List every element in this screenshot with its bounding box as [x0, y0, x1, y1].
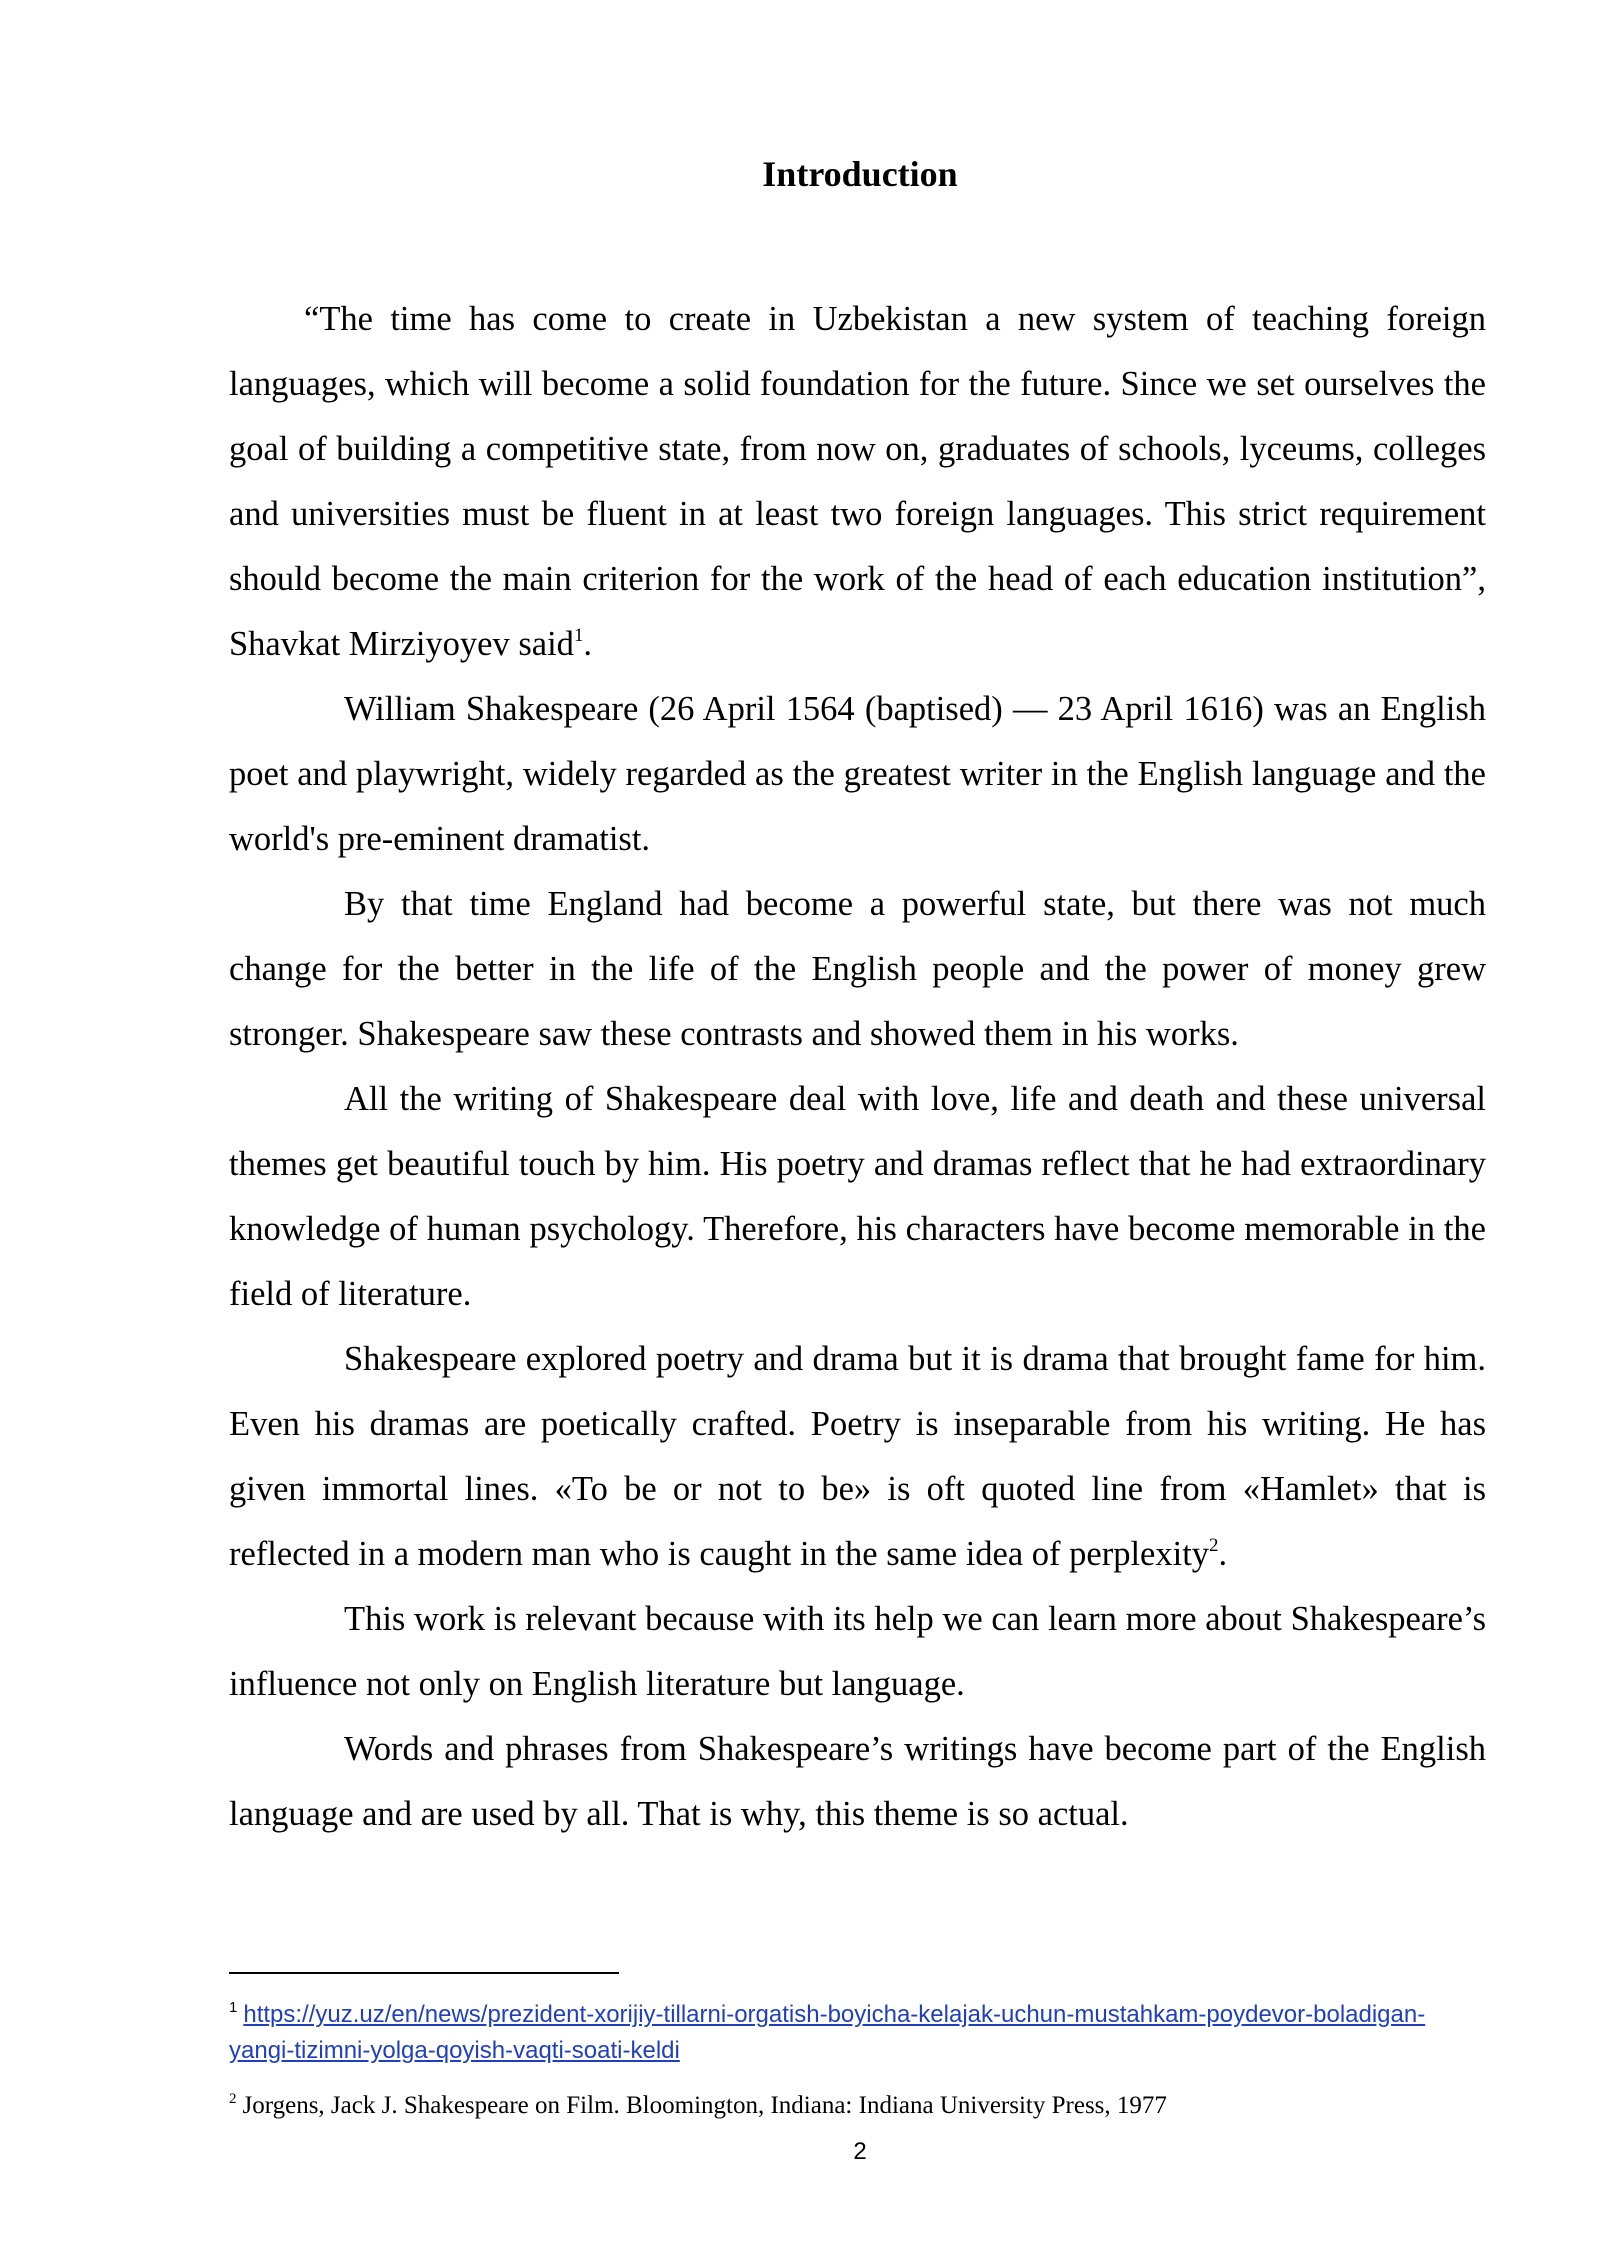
- footnote-ref-1[interactable]: 1: [573, 624, 584, 646]
- paragraph-7: [229, 1717, 1486, 1847]
- body-text: [229, 287, 1486, 1847]
- footnote-text: Jorgens, Jack J. Shakespeare on Film. Bloomington, Indiana: Indiana University Press, 1977: [242, 2092, 1167, 2119]
- paragraph-text: This work is relevant because with its help we can learn more about Shakespeare’s influence not only on English literature but language.: [229, 1600, 1486, 1703]
- footnote-link[interactable]: https://yuz.uz/en/news/prezident-xorijiy-tillarni-orgatish-boyicha-kelajak-uchun-mustahkam-poydevor-boladigan-yangi-tizimni-yolga-qoyish-vaqti-soati-keldi: [229, 2001, 1426, 2064]
- footnote-2: [229, 2082, 1489, 2123]
- page-number: 2: [853, 2138, 867, 2165]
- paragraph-text: Shakespeare explored poetry and drama but it is drama that brought fame for him. Even his dramas are poetically crafted. Poetry is inseparable from his writing. He has given immortal lines. «To be or not to be» is oft quoted line from «Hamlet» that is reflected in a modern man who is caught in the same idea of perplexity: [229, 1340, 1486, 1573]
- paragraph-2: [229, 677, 1486, 872]
- paragraph-5: [229, 1327, 1486, 1587]
- footnote-mark: 2: [229, 2091, 237, 2107]
- paragraph-4: [229, 1067, 1486, 1327]
- paragraph-tail: .: [1218, 1535, 1228, 1573]
- paragraph-tail: .: [583, 625, 593, 663]
- page-title: Introduction: [762, 154, 958, 194]
- paragraph-1: [229, 287, 1486, 677]
- footnote-mark: 1: [229, 1999, 238, 2016]
- paragraph-text: All the writing of Shakespeare deal with love, life and death and these universal themes get beautiful touch by him. His poetry and dramas reflect that he had extraordinary knowledge of human psychology. Therefore, his characters have become memorable in the field of literature.: [229, 1080, 1486, 1313]
- paragraph-text: “The time has come to create in Uzbekistan a new system of teaching foreign languages, which will become a solid foundation for the future. Since we set ourselves the goal of building a competitive state, from now on, graduates of schools, lyceums, colleges and universities must be fluent in at least two foreign languages. This strict requirement should become the main criterion for the work of the head of each education institution”, Shavkat Mirziyoyev said: [229, 300, 1486, 663]
- paragraph-6: [229, 1587, 1486, 1717]
- footnote-separator: [229, 1972, 619, 1974]
- paragraph-3: [229, 872, 1486, 1067]
- paragraph-text: By that time England had become a powerful state, but there was not much change for the better in the life of the English people and the power of money grew stronger. Shakespeare saw these contrasts and showed them in his works.: [229, 885, 1486, 1053]
- footnote-ref-2[interactable]: 2: [1209, 1534, 1219, 1556]
- paragraph-text: Words and phrases from Shakespeare’s writings have become part of the English language and are used by all. That is why, this theme is so actual.: [229, 1730, 1486, 1833]
- footnote-1: [229, 1990, 1449, 2069]
- paragraph-text: William Shakespeare (26 April 1564 (baptised) — 23 April 1616) was an English poet and playwright, widely regarded as the greatest writer in the English language and the world's pre-eminent dramatist.: [229, 690, 1486, 858]
